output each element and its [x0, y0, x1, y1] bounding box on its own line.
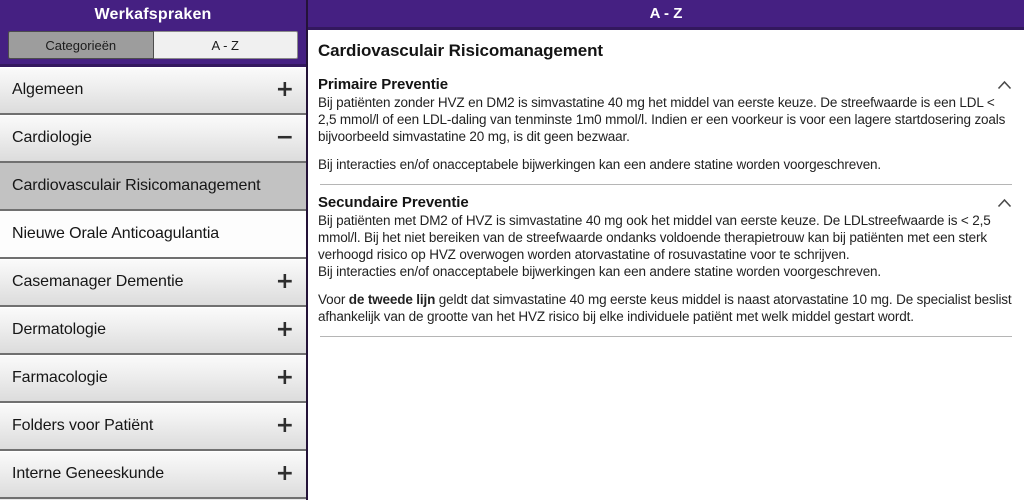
sidebar: [0, 0, 308, 500]
paragraph-text: geldt dat simvastatine 40 mg eerste keus middel is naast atorvastatine 10 mg. De specialist beslist afhankelijk van de grootte van het HVZ risico bij elke individuele patiënt met welk middel gestart wordt.: [318, 292, 1012, 324]
sidebar-item-dermatologie[interactable]: [0, 307, 306, 355]
tab-categorieen-label: Categorieën: [45, 37, 117, 53]
sidebar-item-casemanager-dementie[interactable]: [0, 259, 306, 307]
tab-a-z[interactable]: [154, 31, 299, 59]
sidebar-item-label: Interne Geneeskunde: [12, 465, 164, 482]
sidebar-item-farmacologie[interactable]: [0, 355, 306, 403]
detail-header: [308, 0, 1024, 30]
section-paragraph: [318, 291, 1014, 325]
detail-panel: [308, 0, 1024, 500]
collapse-minus-icon[interactable]: −: [275, 125, 294, 150]
chevron-up-icon[interactable]: [997, 80, 1012, 90]
expand-plus-icon[interactable]: +: [275, 461, 294, 486]
page-title: Cardiovasculair Risicomanagement: [318, 41, 603, 60]
section-heading: Secundaire Preventie: [318, 194, 469, 211]
section-paragraph: Bij patiënten zonder HVZ en DM2 is simvastatine 40 mg het middel van eerste keuze. De streefwaarde is een LDL < 2,5 mmol/l of een LDL-daling van tenminste 1m0 mmol/l. Indien er een voorkeur is voor een lagere startdosering zoals bijvoorbeeld simvastatine 20 mg, is dit geen bezwaar.: [318, 95, 1006, 144]
paragraph-bold-text: de tweede lijn: [348, 292, 436, 307]
sidebar-subitem-cardiovasculair-risicomanagement[interactable]: [0, 163, 306, 211]
sidebar-tab-bar: [0, 30, 306, 64]
section-primaire-preventie: [318, 76, 1014, 173]
sidebar-item-algemeen[interactable]: [0, 67, 306, 115]
sidebar-subitem-nieuwe-orale-anticoagulantia[interactable]: [0, 211, 306, 259]
tab-categorieen[interactable]: [8, 31, 154, 59]
section-heading: Primaire Preventie: [318, 76, 448, 93]
sidebar-item-label: Cardiovasculair Risicomanagement: [12, 177, 261, 194]
sidebar-item-label: Folders voor Patiënt: [12, 417, 154, 434]
paragraph-text: Bij patiënten met DM2 of HVZ is simvastatine 40 mg ook het middel van eerste keuze. De LDLstreefwaarde is < 2,5 mmol/l. Bij het niet bereiken van de streefwaarde ondanks voldoende therapietrouw kan bij patiënten met een sterk verhoogd risico op HVZ overwogen worden atorvastatine of rosuvastatine voor te schrijven.: [318, 213, 991, 262]
section-divider: [320, 336, 1012, 337]
section-paragraph: Bij interacties en/of onacceptabele bijwerkingen kan een andere statine worden voorgeschreven.: [318, 157, 882, 172]
expand-plus-icon[interactable]: +: [275, 365, 294, 390]
expand-plus-icon[interactable]: +: [275, 317, 294, 342]
sidebar-item-label: Casemanager Dementie: [12, 273, 184, 290]
category-list: [0, 67, 306, 500]
sidebar-item-label: Algemeen: [12, 81, 84, 98]
section-header[interactable]: [318, 194, 1014, 211]
paragraph-text: Bij interacties en/of onacceptabele bijwerkingen kan een andere statine worden voorgeschreven.: [318, 264, 882, 279]
app-title: Werkafspraken: [94, 6, 212, 23]
section-paragraph: [318, 212, 1014, 280]
sidebar-item-interne-geneeskunde[interactable]: [0, 451, 306, 499]
section-secundaire-preventie: [318, 194, 1014, 325]
sidebar-item-folders-voor-patient[interactable]: [0, 403, 306, 451]
section-divider: [320, 184, 1012, 185]
tab-a-z-label: A - Z: [211, 37, 239, 53]
sidebar-item-label: Nieuwe Orale Anticoagulantia: [12, 225, 220, 242]
sidebar-header: [0, 0, 306, 67]
detail-header-title: A - Z: [649, 5, 683, 22]
sidebar-item-label: Dermatologie: [12, 321, 106, 338]
sidebar-item-label: Cardiologie: [12, 129, 92, 146]
expand-plus-icon[interactable]: +: [275, 77, 294, 102]
chevron-up-icon[interactable]: [997, 198, 1012, 208]
expand-plus-icon[interactable]: +: [275, 413, 294, 438]
sidebar-item-label: Farmacologie: [12, 369, 108, 386]
section-header[interactable]: [318, 76, 1014, 93]
detail-body: [308, 30, 1024, 346]
expand-plus-icon[interactable]: +: [275, 269, 294, 294]
sidebar-item-cardiologie[interactable]: [0, 115, 306, 163]
paragraph-text: Voor: [318, 292, 349, 307]
